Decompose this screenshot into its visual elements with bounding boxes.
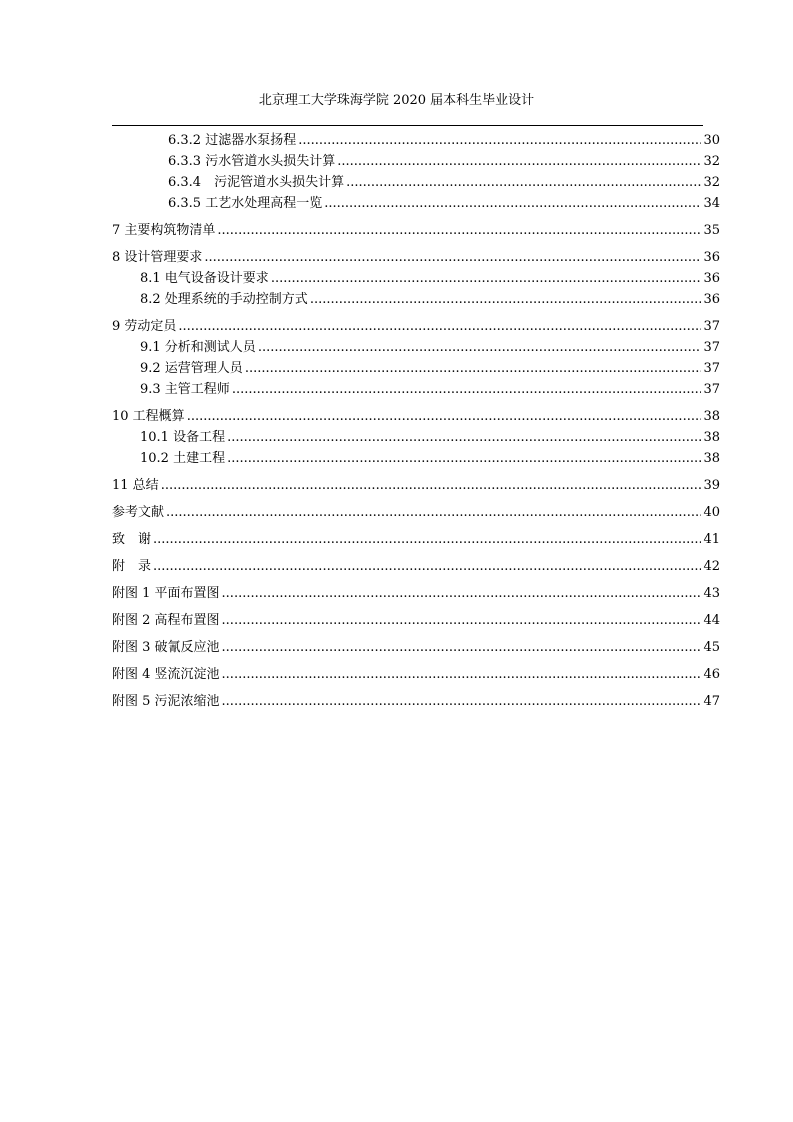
page-header: 北京理工大学珠海学院 2020 届本科生毕业设计: [258, 93, 535, 108]
toc-entry-page: 37: [703, 319, 720, 334]
toc-leader-dots: [324, 193, 701, 214]
toc-leader-dots: [232, 379, 702, 400]
toc-entry-title: 7 主要构筑物清单: [112, 223, 216, 238]
toc-leader-dots: [178, 316, 701, 337]
toc-entry-page: 36: [703, 292, 720, 307]
header-divider: [112, 125, 703, 126]
toc-entry-page: 46: [703, 667, 720, 682]
toc-entry-page: 37: [703, 382, 720, 397]
toc-entry[interactable]: [112, 358, 720, 379]
toc-entry[interactable]: [112, 193, 720, 214]
toc-entry-title: 6.3.3 污水管道水头损失计算: [168, 154, 336, 169]
toc-leader-dots: [222, 583, 702, 604]
toc-entry-title: 9 劳动定员: [112, 319, 177, 334]
toc-entry-title: 8.2 处理系统的手动控制方式: [140, 292, 308, 307]
toc-entry-title: 附图 3 破氰反应池: [112, 640, 220, 655]
toc-entry-page: 36: [703, 271, 720, 286]
toc-entry-page: 40: [703, 505, 720, 520]
toc-entry[interactable]: [112, 664, 720, 685]
toc-entry-title: 附 录: [112, 559, 152, 574]
toc-entry-page: 41: [703, 532, 720, 547]
toc-entry[interactable]: [112, 130, 720, 151]
toc-entry-title: 9.3 主管工程师: [140, 382, 230, 397]
toc-entry[interactable]: [112, 406, 720, 427]
toc-entry-title: 9.2 运营管理人员: [140, 361, 243, 376]
toc-leader-dots: [187, 406, 702, 427]
toc-entry-page: 39: [703, 478, 720, 493]
toc-entry[interactable]: [112, 337, 720, 358]
toc-entry-page: 38: [703, 409, 720, 424]
toc-entry[interactable]: [112, 151, 720, 172]
toc-entry-title: 10.2 土建工程: [140, 451, 226, 466]
toc-entry-title: 10.1 设备工程: [140, 430, 226, 445]
table-of-contents: [112, 130, 720, 712]
toc-leader-dots: [204, 247, 701, 268]
toc-entry[interactable]: [112, 379, 720, 400]
toc-entry[interactable]: [112, 220, 720, 241]
toc-entry-title: 9.1 分析和测试人员: [140, 340, 256, 355]
toc-entry[interactable]: [112, 448, 720, 469]
toc-leader-dots: [310, 289, 702, 310]
toc-entry[interactable]: [112, 268, 720, 289]
toc-leader-dots: [153, 556, 701, 577]
toc-entry-title: 8.1 电气设备设计要求: [140, 271, 269, 286]
toc-entry-title: 6.3.4 污泥管道水头损失计算: [168, 175, 345, 190]
toc-entry-page: 45: [703, 640, 720, 655]
toc-leader-dots: [258, 337, 702, 358]
toc-entry-page: 36: [703, 250, 720, 265]
toc-leader-dots: [222, 691, 702, 712]
toc-entry-title: 8 设计管理要求: [112, 250, 203, 265]
toc-entry-page: 38: [703, 451, 720, 466]
toc-leader-dots: [222, 664, 702, 685]
toc-entry-page: 35: [703, 223, 720, 238]
toc-entry[interactable]: [112, 583, 720, 604]
toc-leader-dots: [166, 502, 701, 523]
toc-entry-page: 43: [703, 586, 720, 601]
toc-entry-title: 附图 1 平面布置图: [112, 586, 220, 601]
toc-leader-dots: [161, 475, 702, 496]
toc-entry[interactable]: [112, 475, 720, 496]
toc-entry-title: 附图 4 竖流沉淀池: [112, 667, 220, 682]
toc-entry-title: 附图 5 污泥浓缩池: [112, 694, 220, 709]
toc-entry[interactable]: [112, 556, 720, 577]
toc-entry-page: 30: [703, 133, 720, 148]
toc-entry-page: 32: [703, 154, 720, 169]
toc-leader-dots: [222, 637, 702, 658]
toc-entry[interactable]: [112, 610, 720, 631]
toc-entry[interactable]: [112, 502, 720, 523]
toc-entry[interactable]: [112, 637, 720, 658]
toc-entry-page: 34: [703, 196, 720, 211]
toc-leader-dots: [227, 448, 701, 469]
toc-entry-title: 6.3.2 过滤器水泵扬程: [168, 133, 297, 148]
toc-entry-title: 11 总结: [112, 478, 159, 493]
toc-entry-title: 附图 2 高程布置图: [112, 613, 220, 628]
toc-entry[interactable]: [112, 316, 720, 337]
toc-entry[interactable]: [112, 289, 720, 310]
toc-leader-dots: [298, 130, 701, 151]
toc-entry[interactable]: [112, 691, 720, 712]
toc-entry-page: 32: [703, 175, 720, 190]
toc-entry-title: 10 工程概算: [112, 409, 185, 424]
toc-leader-dots: [153, 529, 701, 550]
toc-entry-page: 47: [703, 694, 720, 709]
toc-entry-title: 参考文献: [112, 505, 165, 520]
toc-entry[interactable]: [112, 427, 720, 448]
toc-leader-dots: [222, 610, 702, 631]
toc-entry-page: 42: [703, 559, 720, 574]
toc-leader-dots: [245, 358, 702, 379]
toc-entry[interactable]: [112, 247, 720, 268]
toc-entry-title: 6.3.5 工艺水处理高程一览: [168, 196, 323, 211]
toc-leader-dots: [217, 220, 701, 241]
toc-entry-title: 致 谢: [112, 532, 152, 547]
toc-leader-dots: [227, 427, 701, 448]
toc-leader-dots: [346, 172, 701, 193]
toc-entry-page: 38: [703, 430, 720, 445]
toc-entry-page: 44: [703, 613, 720, 628]
toc-leader-dots: [271, 268, 702, 289]
toc-entry[interactable]: [112, 172, 720, 193]
toc-entry-page: 37: [703, 340, 720, 355]
toc-leader-dots: [337, 151, 701, 172]
toc-entry[interactable]: [112, 529, 720, 550]
toc-entry-page: 37: [703, 361, 720, 376]
